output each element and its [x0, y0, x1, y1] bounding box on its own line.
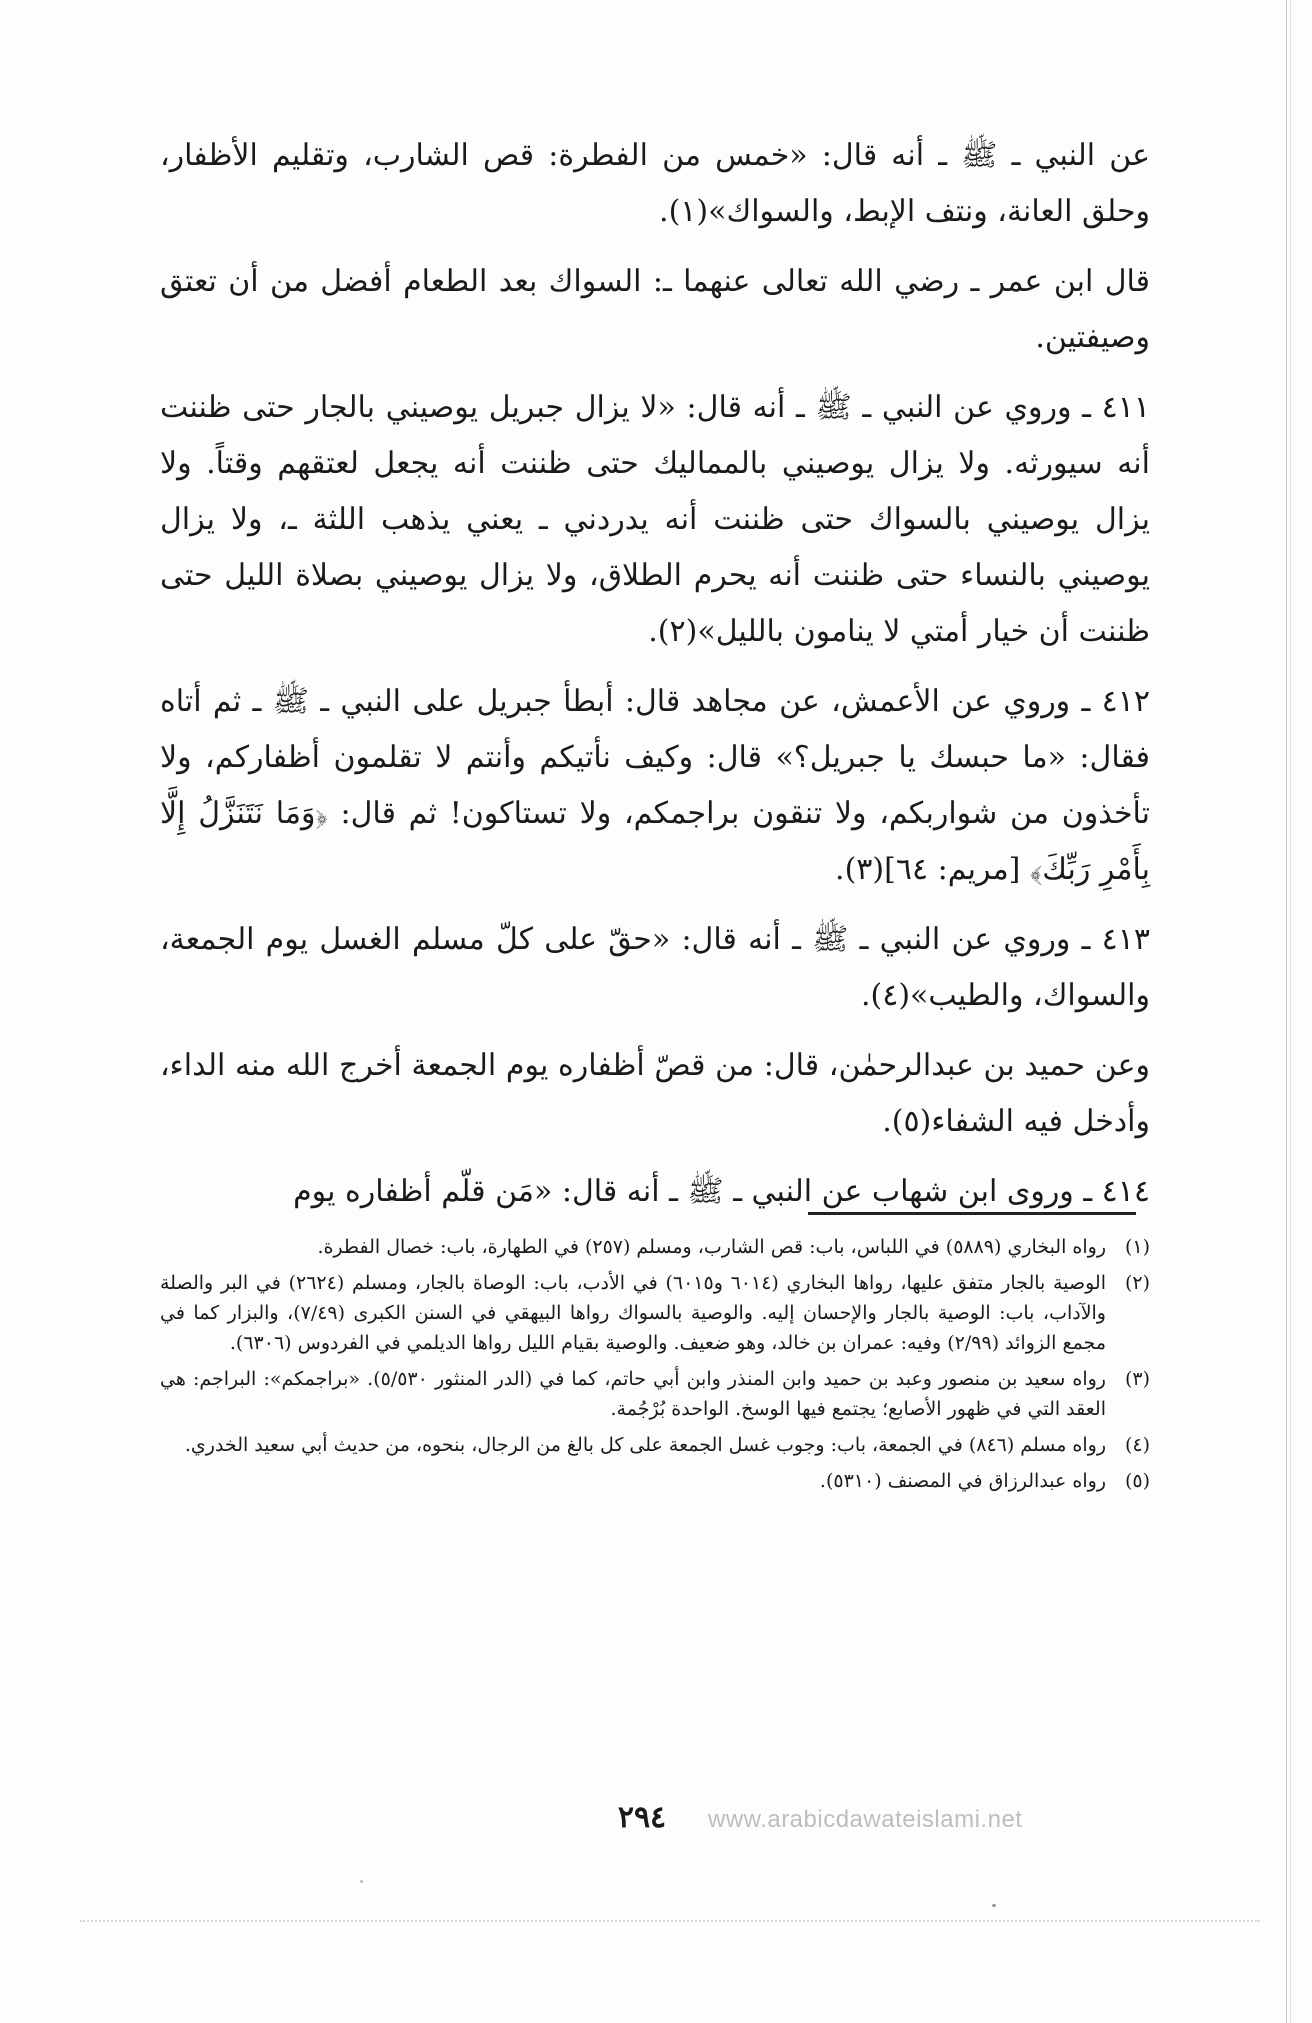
footnote	[160, 1268, 1150, 1358]
paragraph: وعن حميد بن عبدالرحمٰن، قال: من قصّ أظفاره يوم الجمعة أخرج الله منه الداء، وأدخل فيه الشفاء(٥).	[160, 1048, 1150, 1139]
scan-edge-line-secondary	[1290, 0, 1291, 2023]
footnotes	[160, 1232, 1150, 1502]
paragraph: قال ابن عمر ـ رضي الله تعالى عنهما ـ: السواك بعد الطعام أفضل من أن تعتق وصيفتين.	[160, 264, 1150, 355]
footnote-number: (٤)	[1124, 1434, 1150, 1456]
footnote	[160, 1232, 1150, 1262]
scan-speck	[360, 1880, 363, 1883]
page-number: ٢٩٤	[617, 1800, 667, 1835]
footnote	[160, 1466, 1150, 1496]
scan-edge-line	[1286, 0, 1287, 2023]
footnote-text: رواه مسلم (٨٤٦) في الجمعة، باب: وجوب غسل الجمعة على كل بالغ من الرجال، بنحوه، من حديث أبي سعيد الخدري.	[184, 1434, 1106, 1456]
footnote-text: رواه سعيد بن منصور وعبد بن حميد وابن المنذر وابن أبي حاتم، كما في (الدر المنثور ٥/٥٣٠). «براجمكم»: البراجم: هي العقد التي في ظهور الأصابع؛ يجتمع فيها الوسخ. الواحدة بُرْجُمة.	[160, 1368, 1106, 1420]
footnote-number: (٥)	[1124, 1470, 1150, 1492]
footnote-number: (١)	[1124, 1236, 1150, 1258]
footnote-text: رواه عبدالرزاق في المصنف (٥٣١٠).	[819, 1470, 1106, 1492]
footnote	[160, 1430, 1150, 1460]
scan-bottom-noise	[80, 1920, 1260, 1924]
footnote	[160, 1364, 1150, 1424]
main-text	[160, 128, 1150, 1234]
footnote-text: الوصية بالجار متفق عليها، رواها البخاري (٦٠١٤ و٦٠١٥) في الأدب، باب: الوصاة بالجار، ومسلم (٢٦٢٤) في البر والصلة والآداب، باب: الوصية بالجار والإحسان إليه. والوصية بالسواك رواها البيهقي في السنن الكبرى (٧/٤٩)، والبزار كما في مجمع الزوائد (٢/٩٩) وفيه: عمران بن خالد، وهو ضعيف. والوصية بقيام الليل رواها الديلمي في الفردوس (٦٣٠٦).	[160, 1272, 1106, 1354]
footnote-divider	[808, 1212, 1136, 1215]
watermark-url: www.arabicdawateislami.net	[708, 1806, 1023, 1833]
scan-speck	[992, 1904, 996, 1907]
footnote-number: (٣)	[1124, 1368, 1150, 1390]
footnote-number: (٢)	[1124, 1272, 1150, 1294]
paragraph: ٤١٣ ـ وروي عن النبي ـ ﷺ ـ أنه قال: «حقّ على كلّ مسلم الغسل يوم الجمعة، والسواك، والطيب»(٤).	[160, 922, 1150, 1013]
paragraph: ٤١٤ ـ وروى ابن شهاب عن النبي ـ ﷺ ـ أنه قال: «مَن قلّم أظفاره يوم	[293, 1174, 1150, 1209]
paragraph: ٤١٢ ـ وروي عن الأعمش، عن مجاهد قال: أبطأ جبريل على النبي ـ ﷺ ـ ثم أتاه فقال: «ما حبسك يا جبريل؟» قال: وكيف نأتيكم وأنتم لا تقلمون أظفاركم، ولا تأخذون من شواربكم، ولا تنقون براجمكم، ولا تستاكون! ثم قال: ﴿وَمَا نَتَنَزَّلُ إِلَّا بِأَمْرِ رَبِّكَ﴾ [مريم: ٦٤](٣).	[160, 684, 1150, 887]
paragraph: عن النبي ـ ﷺ ـ أنه قال: «خمس من الفطرة: قص الشارب، وتقليم الأظفار، وحلق العانة، ونتف الإبط، والسواك»(١).	[160, 138, 1150, 229]
paragraph: ٤١١ ـ وروي عن النبي ـ ﷺ ـ أنه قال: «لا يزال جبريل يوصيني بالجار حتى ظننت أنه سيورثه. ولا يزال يوصيني بالمماليك حتى ظننت أنه يجعل لعتقهم وقتاً. ولا يزال يوصيني بالسواك حتى ظننت أنه يدردني ـ يعني يذهب اللثة ـ، ولا يزال يوصيني بالنساء حتى ظننت أنه يحرم الطلاق، ولا يزال يوصيني بصلاة الليل حتى ظننت أن خيار أمتي لا ينامون بالليل»(٢).	[160, 390, 1150, 649]
footnote-text: رواه البخاري (٥٨٨٩) في اللباس، باب: قص الشارب، ومسلم (٢٥٧) في الطهارة، باب: خصال الفطرة.	[317, 1236, 1106, 1258]
